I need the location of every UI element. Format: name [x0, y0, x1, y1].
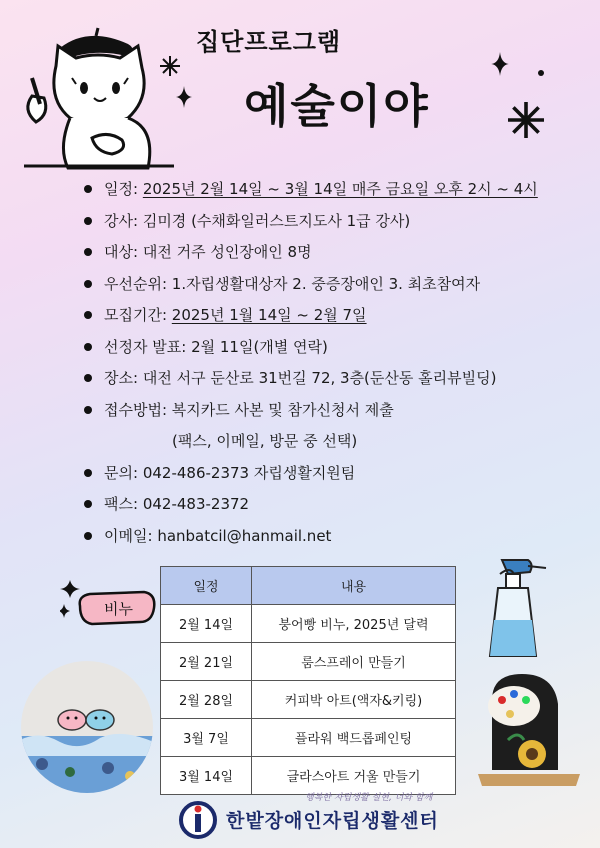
info-target [80, 241, 538, 273]
info-label: 선정자 발표: [104, 337, 187, 356]
info-value: 복지카드 사본 및 참가신청서 제출 [171, 400, 394, 419]
sparkle-icon [508, 102, 544, 138]
info-instructor [80, 210, 538, 242]
info-label: 팩스: [104, 495, 139, 513]
info-label: 우선순위: [104, 274, 168, 293]
schedule-table [160, 566, 456, 795]
info-value: 042-486-2373 자립생활지원팀 [142, 463, 356, 482]
soap-label: 비누 [104, 600, 133, 618]
sparkle-icon [176, 86, 192, 108]
org-logo-icon [178, 800, 218, 840]
cat-artist-illustration [18, 18, 178, 178]
info-label: 대상: [104, 243, 139, 261]
info-label: 모집기간: [104, 306, 168, 324]
column-header-date: 일정 [161, 567, 252, 605]
cell-date: 3월 7일 [161, 719, 252, 757]
sparkle-icon [490, 52, 510, 76]
cell-date: 3월 14일 [161, 757, 252, 795]
info-recruit-period [80, 304, 538, 336]
table-row [161, 681, 456, 719]
table-header-row [161, 567, 456, 605]
info-value: 대전 서구 둔산로 31번길 72, 3층(둔산동 홀리뷰빌딩) [142, 369, 497, 387]
info-value: 2월 11일(개별 연락) [191, 337, 328, 356]
info-contact [80, 462, 538, 494]
table-row [161, 643, 456, 681]
cell-content: 붕어빵 비누, 2025년 달력 [252, 605, 456, 643]
info-value: 대전 거주 성인장애인 8명 [142, 243, 312, 261]
dot-decoration [538, 70, 544, 76]
info-apply-method [80, 399, 538, 431]
spray-bottle-icon [472, 556, 552, 666]
info-fax [80, 493, 538, 525]
column-header-content: 내용 [252, 567, 456, 605]
info-value: 김미경 (수채화일러스트지도사 1급 강사) [142, 211, 411, 230]
info-value: (팩스, 이메일, 방문 중 선택) [172, 432, 358, 450]
info-announcement [80, 336, 538, 368]
program-type: 집단프로그램 [196, 28, 342, 56]
info-label: 이메일: [104, 526, 153, 545]
info-location [80, 367, 538, 399]
org-name: 한밭장애인자립생활센터 [226, 810, 439, 832]
info-email [80, 525, 538, 557]
soap-craft-photo [20, 660, 154, 794]
cell-date: 2월 28일 [161, 681, 252, 719]
program-info-list [80, 178, 538, 556]
table-row [161, 605, 456, 643]
cell-content: 커피박 아트(액자&키링) [252, 681, 456, 719]
info-label: 강사: [104, 211, 139, 230]
org-slogan: 행복한 자립생활 실현, 너와 함께 [305, 793, 433, 803]
sparkle-icon [160, 56, 180, 76]
soap-icon [60, 572, 160, 642]
cell-content: 룸스프레이 만들기 [252, 643, 456, 681]
info-value: 2025년 1월 14일 ~ 2월 7일 [171, 306, 367, 324]
info-label: 장소: [104, 369, 139, 387]
program-title: 예술이야 [244, 79, 430, 133]
cell-date: 2월 21일 [161, 643, 252, 681]
table-row [161, 757, 456, 795]
info-label: 접수방법: [104, 400, 168, 419]
palette-icon [474, 670, 584, 790]
info-schedule [80, 178, 538, 210]
cell-content: 플라워 백드롭페인팅 [252, 719, 456, 757]
info-priority [80, 273, 538, 305]
info-value: 1.자립생활대상자 2. 중증장애인 3. 최초참여자 [171, 274, 481, 293]
info-label: 문의: [104, 463, 139, 482]
info-value: 2025년 2월 14일 ~ 3월 14일 매주 금요일 오후 2시 ~ 4시 [142, 180, 538, 198]
info-apply-method-note [80, 430, 538, 462]
info-value: hanbatcil@hanmail.net [157, 526, 332, 545]
info-value: 042-483-2372 [142, 495, 250, 513]
table-row [161, 719, 456, 757]
cell-date: 2월 14일 [161, 605, 252, 643]
cell-content: 글라스아트 거울 만들기 [252, 757, 456, 795]
info-label: 일정: [104, 180, 139, 198]
